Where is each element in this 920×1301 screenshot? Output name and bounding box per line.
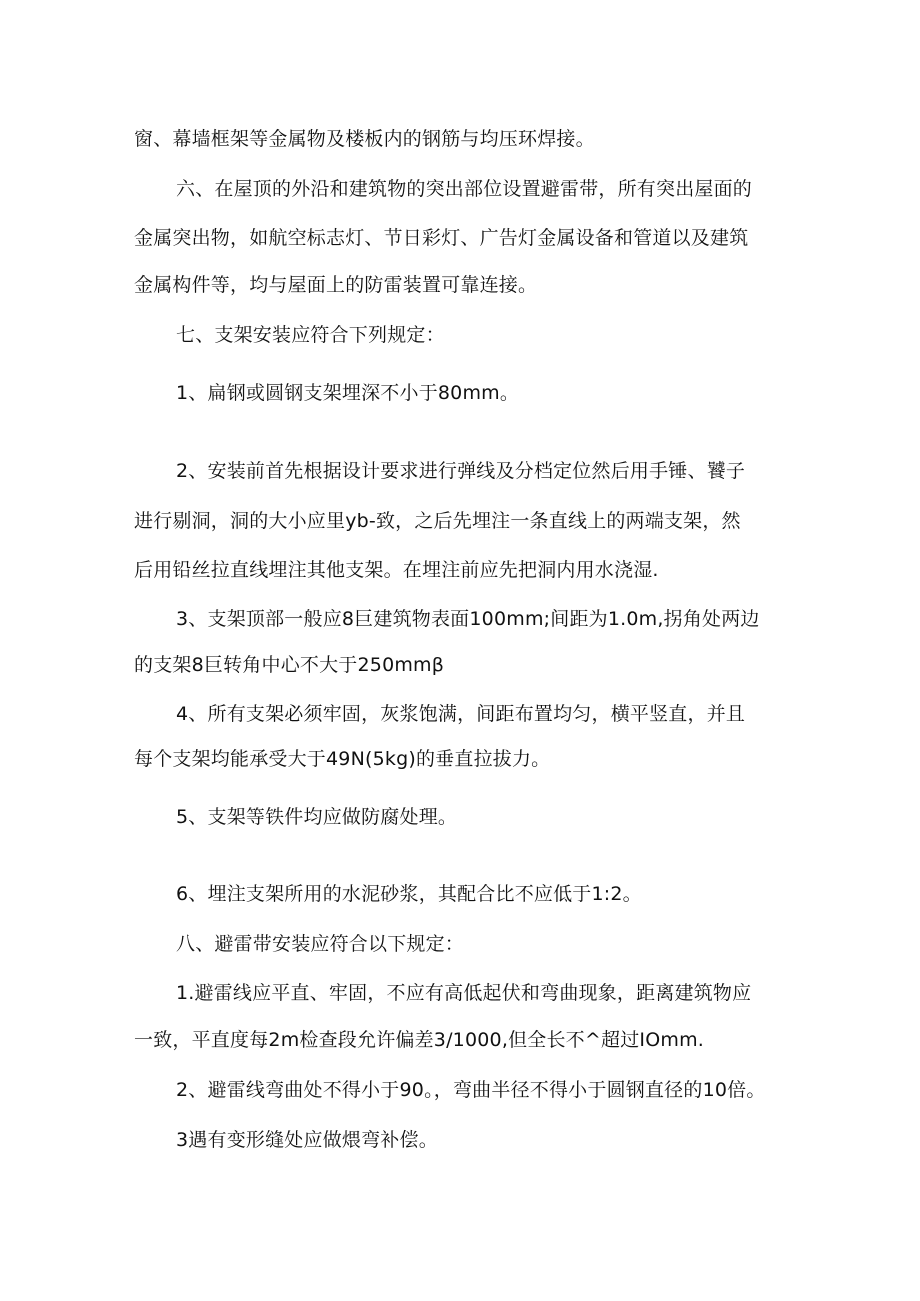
- text-line: 进行剔洞，洞的大小应里yb-致，之后先埋注一条直线上的两端支架，然: [134, 510, 741, 532]
- text-line: 1.避雷线应平直、牢固，不应有高低起伏和弯曲现象，距离建筑物应: [176, 982, 752, 1004]
- text-line: 金属构件等，均与屋面上的防雷装置可靠连接。: [134, 274, 538, 296]
- text-line: 窗、幕墙框架等金属物及楼板内的钢筋与均压环焊接。: [134, 128, 595, 150]
- text-line: 3遇有变形缝处应做煨弯补偿。: [176, 1129, 438, 1151]
- text-line: 六、在屋顶的外沿和建筑物的突出部位设置避雷带，所有突出屋面的: [176, 178, 753, 200]
- text-line: 的支架8巨转角中心不大于250mmβ: [134, 654, 445, 676]
- text-line: 2、避雷线弯曲处不得小于90。，弯曲半径不得小于圆钢直径的10倍。: [176, 1079, 766, 1101]
- text-line: 4、所有支架必须牢固，灰浆饱满，间距布置均匀，横平竖直，并且: [176, 703, 746, 725]
- text-line: 七、支架安装应符合下列规定：: [176, 324, 445, 346]
- text-line: 5、支架等铁件均应做防腐处理。: [176, 806, 458, 828]
- text-line: 金属突出物，如航空标志灯、节日彩灯、广告灯金属设备和管道以及建筑: [134, 227, 749, 249]
- text-line: 后用铅丝拉直线埋注其他支架。在埋注前应先把洞内用水浇湿.: [134, 559, 659, 581]
- text-line: 八、避雷带安装应符合以下规定：: [176, 933, 465, 955]
- text-line: 2、安装前首先根据设计要求进行弹线及分档定位然后用手锤、饕子: [176, 460, 746, 482]
- text-line: 一致，平直度每2m检查段允许偏差3/1000,但全长不^超过IOmm.: [134, 1029, 705, 1051]
- text-line: 每个支架均能承受大于49N(5kg)的垂直拉拔力。: [134, 748, 551, 770]
- text-line: 3、支架顶部一般应8巨建筑物表面100mm;间距为1.0m,拐角处两边: [176, 608, 760, 630]
- text-line: 6、埋注支架所用的水泥砂浆，其配合比不应低于1:2。: [176, 883, 642, 905]
- text-line: 1、扁钢或圆钢支架埋深不小于80mm。: [176, 382, 520, 404]
